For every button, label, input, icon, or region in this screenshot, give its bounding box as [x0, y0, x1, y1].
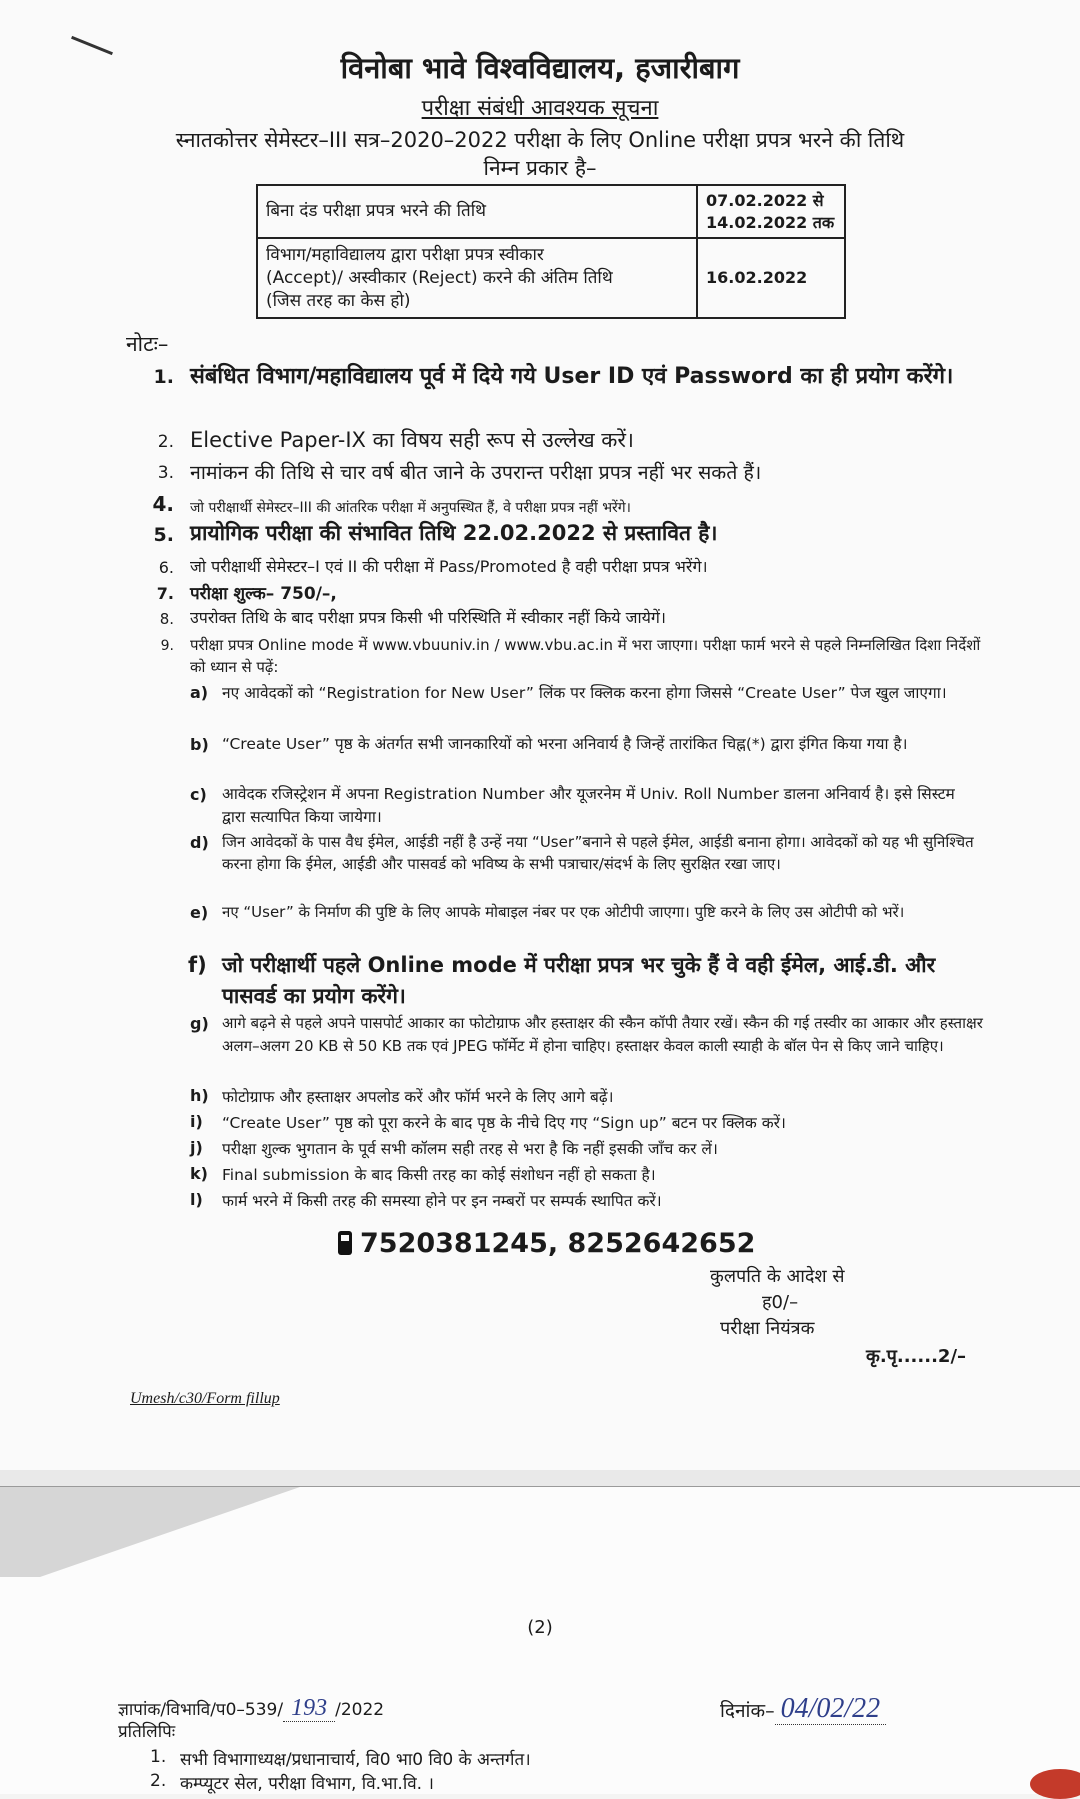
letter-prefix: ज्ञापांक/विभावि/प0–539/ [118, 1700, 284, 1720]
page-fold-shadow [0, 1487, 300, 1577]
note-number: 1. [153, 366, 174, 388]
subnote-letter: a) [190, 683, 209, 702]
subnote-item: आवेदक रजिस्ट्रेशन में अपना Registration Number और यूजरनेम में Univ. Roll Number डालना अनिवार्य है। इसे सिस्टम द्वारा सत्यापित किया जायेगा। [222, 785, 955, 826]
subnote-item: जो परीक्षार्थी पहले Online mode में परीक्षा प्रपत्र भर चुके हैं वे वही ईमेल, आई.डी. और पासवर्ड का प्रयोग करेंगे। [222, 953, 936, 1008]
letter-handwritten: 193 [283, 1695, 335, 1722]
signature-mark: ह0/– [762, 1292, 799, 1313]
subnote-item: जिन आवेदकों के पास वैध ईमेल, आईडी नहीं है उन्हें नया “User”बनाने से पहले ईमेल, आईडी बनाना होगा। आवेदकों को यह भी सुनिश्चित करना होगा कि ईमेल, आईडी और पासवर्ड को भविष्य के सभी पत्राचार/संदर्भ के लिए सुरक्षित रखा जाए। [222, 833, 974, 873]
note-item: परीक्षा प्रपत्र Online mode में www.vbuuniv.in / www.vbu.ac.in में भरा जाएगा। परीक्षा फार्म भरने से पहले निम्नलिखित दिशा निर्देशों को ध्यान से पढ़ें: [190, 636, 981, 676]
date-handwritten: 04/02/22 [775, 1693, 887, 1725]
notes-heading: नोटः– [126, 332, 169, 356]
note-number: 7. [156, 584, 174, 603]
continued-note: कृ.पृ......2/– [866, 1346, 967, 1367]
note-item: जो परीक्षार्थी सेमेस्टर–III की आंतरिक परीक्षा में अनुपस्थित हैं, वे परीक्षा प्रपत्र नहीं भरेंगे। [190, 500, 631, 516]
subnote-letter: c) [190, 785, 207, 804]
signature-designation: परीक्षा नियंत्रक [720, 1318, 815, 1339]
letter-number [118, 1695, 384, 1722]
subnote-letter: h) [190, 1086, 209, 1105]
label-line: विभाग/महाविद्यालय द्वारा परीक्षा प्रपत्र स्वीकार [266, 244, 544, 265]
label-line: (जिस तरह का केस हो) [266, 290, 411, 311]
subnote-letter: l) [190, 1190, 203, 1209]
date-label: दिनांक– [720, 1700, 775, 1722]
fold-polygon [0, 1487, 300, 1577]
letter-date [720, 1693, 886, 1725]
subnote-item: परीक्षा शुल्क भुगतान के पूर्व सभी कॉलम सही तरह से भरा है कि नहीं इसकी जाँच कर लें। [222, 1140, 718, 1158]
note-number: 8. [159, 610, 174, 628]
subnote-letter: e) [190, 903, 209, 922]
intro-line-2: निम्न प्रकार है– [483, 156, 597, 180]
subnote-item: “Create User” पृष्ठ के अंतर्गत सभी जानकारियों को भरना अनिवार्य है जिन्हें तारांकित चिह्न(*) द्वारा इंगित किया गया है। [222, 735, 908, 753]
note-item: संबंधित विभाग/महाविद्यालय पूर्व में दिये गये User ID एवं Password का ही प्रयोग करेंगे। [190, 364, 954, 389]
note-number: 5. [153, 524, 174, 546]
note-item: परीक्षा शुल्क– 750/–, [190, 584, 337, 604]
copy-item: सभी विभागाध्यक्ष/प्रधानाचार्य, वि0 भा0 वि0 के अन्तर्गत। [180, 1750, 531, 1770]
label-line: (Accept)/ अस्वीकार (Reject) करने की अंतिम तिथि [266, 267, 613, 288]
subnote-letter: i) [190, 1112, 203, 1131]
note-number: 6. [158, 558, 174, 577]
subnote-letter: j) [190, 1138, 203, 1157]
subnote-letter: g) [190, 1014, 209, 1033]
copy-label: प्रतिलिपिः [118, 1722, 176, 1742]
university-title: विनोबा भावे विश्वविद्यालय, हजारीबाग [340, 51, 740, 85]
contact-phone-line [338, 1228, 755, 1259]
page-number: (2) [527, 1617, 553, 1638]
subnote-item: फोटोग्राफ और हस्ताक्षर अपलोड करें और फॉर्म भरने के लिए आगे बढ़ें। [222, 1088, 614, 1106]
intro-line-1: स्नातकोत्तर सेमेस्टर–III सत्र–2020–2022 परीक्षा के लिए Online परीक्षा प्रपत्र भरने की तिथि [175, 128, 905, 152]
note-item: Elective Paper-IX का विषय सही रूप से उल्लेख करें। [190, 428, 634, 452]
red-stamp-edge [1030, 1769, 1080, 1799]
note-number: 2. [157, 432, 174, 452]
table-cell-value: 16.02.2022 [697, 238, 845, 318]
page-gap [0, 1470, 1080, 1486]
note-number: 9. [160, 638, 174, 654]
notice-subtitle: परीक्षा संबंधी आवश्यक सूचना [421, 96, 659, 121]
subnote-item: “Create User” पृष्ठ को पूरा करने के बाद पृष्ठ के नीचे दिए गए “Sign up” बटन पर क्लिक करें। [222, 1114, 786, 1132]
signature-order: कुलपति के आदेश से [710, 1266, 845, 1287]
subnote-item: Final submission के बाद किसी तरह का कोई संशोधन नहीं हो सकता है। [222, 1166, 656, 1184]
subnote-item: नए “User” के निर्माण की पुष्टि के लिए आपके मोबाइल नंबर पर एक ओटीपी जाएगा। पुष्टि करने के लिए उस ओटीपी को भरें। [222, 903, 905, 921]
note-item: प्रायोगिक परीक्षा की संभावित तिथि 22.02.2022 से प्रस्तावित है। [190, 521, 718, 545]
subnote-item: आगे बढ़ने से पहले अपने पासपोर्ट आकार का फोटोग्राफ और हस्ताक्षर की स्कैन कॉपी तैयार रखें। स्कैन की गई तस्वीर का आकार और हस्ताक्षर अलग–अलग 20 KB से 50 KB तक एवं JPEG फॉर्मेट में होना चाहिए। हस्ताक्षर केवल काली स्याही के बॉल पेन से किए जाने चाहिए। [222, 1014, 983, 1055]
subnote-letter: b) [190, 735, 209, 754]
page-two [0, 1486, 1080, 1794]
reference-code: Umesh/c30/Form fillup [130, 1390, 280, 1407]
table-cell-label: बिना दंड परीक्षा प्रपत्र भरने की तिथि [257, 185, 697, 238]
copy-item: कम्प्यूटर सेल, परीक्षा विभाग, वि.भा.वि. । [180, 1774, 434, 1794]
note-item: उपरोक्त तिथि के बाद परीक्षा प्रपत्र किसी भी परिस्थिति में स्वीकार नहीं किये जायेगें। [190, 608, 666, 627]
letter-suffix: /2022 [335, 1700, 385, 1720]
subnote-item: नए आवेदकों को “Registration for New User” लिंक पर क्लिक करना होगा जिससे “Create User” पेज खुल जाएगा। [222, 684, 947, 702]
date-range-start: 07.02.2022 से [706, 191, 824, 210]
subnote-item: फार्म भरने में किसी तरह की समस्या होने पर इन नम्बरों पर सम्पर्क स्थापित करें। [222, 1192, 662, 1210]
subnote-letter: k) [190, 1164, 208, 1183]
table-row [257, 185, 845, 238]
contact-numbers: 7520381245, 8252642652 [360, 1228, 756, 1259]
table-cell-value [697, 185, 845, 238]
copy-item-number: 1. [150, 1747, 167, 1767]
dates-table [256, 184, 846, 319]
note-number: 4. [152, 492, 174, 516]
copy-item-number: 2. [150, 1771, 167, 1791]
date-range-end: 14.02.2022 तक [706, 212, 835, 232]
note-item: नामांकन की तिथि से चार वर्ष बीत जाने के उपरान्त परीक्षा प्रपत्र नहीं भर सकते हैं। [190, 461, 762, 484]
table-row [257, 238, 845, 318]
note-item: जो परीक्षार्थी सेमेस्टर–I एवं II की परीक्षा में Pass/Promoted है वही परीक्षा प्रपत्र भरेंगे। [190, 557, 708, 576]
phone-icon [338, 1231, 352, 1255]
note-number: 3. [157, 463, 174, 483]
subnote-letter: d) [190, 833, 209, 852]
subnote-letter: f) [188, 953, 207, 977]
table-cell-label [257, 238, 697, 318]
